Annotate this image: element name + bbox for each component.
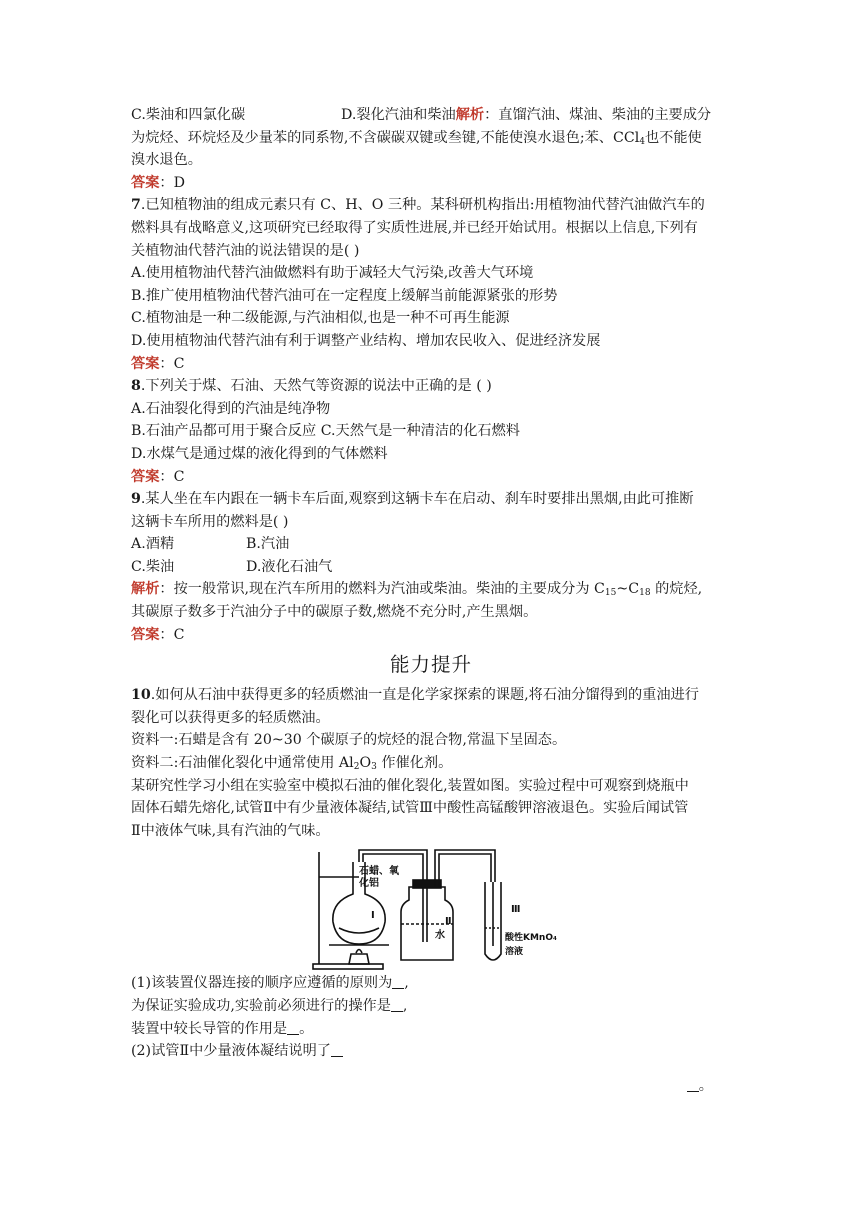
q10-sub-4-continued — [131, 1075, 731, 1098]
answer-blank-4b[interactable] — [687, 1077, 699, 1092]
q10-info-1: 资料一:石蜡是含有 20~30 个碳原子的烷烃的混合物,常温下呈固态。 — [131, 732, 567, 749]
answer-blank-3[interactable] — [287, 1020, 299, 1035]
q6-analysis-text-2-end: 也不能使 — [644, 129, 702, 146]
q9-answer-value: ：C — [159, 626, 185, 643]
q6-option-d: D.裂化汽油和柴油 — [341, 107, 456, 123]
q7-answer-label: 答案 — [131, 355, 160, 372]
q10-sub-2-end: , — [402, 998, 408, 1014]
q9-tilde-c: ~C — [616, 581, 640, 598]
q10-o-subscript: 3 — [371, 762, 377, 773]
q10-sub-1-end: , — [404, 975, 409, 992]
q9-c18-subscript: 18 — [639, 588, 651, 599]
q8-stem-text-1: .下列关于煤、石油、天然气等资源的说法中正确的是 ( ) — [140, 378, 492, 395]
label-water: 水 — [435, 930, 445, 942]
q10-sub-3 — [131, 1018, 731, 1041]
q10-number: 10 — [131, 687, 151, 704]
q7-stem-line-3: 关植物油代替汽油的说法错误的是( ) — [131, 242, 360, 259]
q10-sub-3-end: 。 — [299, 1020, 314, 1037]
q10-sub-4 — [131, 1040, 731, 1063]
q9-option-b: B.汽油 — [246, 536, 290, 553]
flask-contents — [339, 928, 379, 933]
q8-option-a: A.石油裂化得到的汽油是纯净物 — [131, 400, 331, 417]
q6-options-line — [131, 104, 731, 127]
label-wax-2: 化铝 — [359, 878, 379, 890]
q6-answer-value: ：D — [159, 174, 185, 191]
q10-stem-line-1 — [131, 684, 731, 707]
flame — [356, 950, 362, 954]
q6-analysis-line-2 — [131, 127, 731, 150]
q10-info-2 — [131, 752, 731, 775]
q6-ccl4-subscript: 4 — [639, 136, 645, 147]
answer-blank-2[interactable] — [391, 997, 403, 1012]
q10-info-2-o: O — [359, 755, 372, 772]
q9-number: 9 — [131, 491, 141, 508]
q9-stem-line-1 — [131, 488, 731, 511]
q9-analysis-line-1 — [131, 578, 731, 601]
q8-answer-label: 答案 — [131, 468, 160, 485]
q10-sub-2 — [131, 995, 731, 1018]
alcohol-lamp — [349, 954, 369, 964]
q8-stem-line-1 — [131, 375, 731, 398]
q6-analysis-text: ：直馏汽油、煤油、柴油的主要成分 — [484, 107, 712, 123]
q9-option-c: C.柴油 — [131, 558, 175, 575]
q9-analysis-text-1: ：按一般常识,现在汽车所用的燃料为汽油或柴油。柴油的主要成分为 C — [159, 581, 605, 598]
q9-answer — [131, 624, 731, 647]
q10-para-1: 某研究性学习小组在实验室中模拟石油的催化裂化,装置如图。实验过程中可观察到烧瓶中 — [131, 777, 689, 794]
q7-option-d: D.使用植物油代替汽油有利于调整产业结构、增加农民收入、促进经济发展 — [131, 332, 601, 349]
stand-base — [313, 964, 383, 969]
q9-stem-text-1: .某人坐在车内跟在一辆卡车后面,观察到这辆卡车在启动、刹车时要排出黑烟,由此可推断 — [140, 491, 694, 508]
connecting-tube-2 — [435, 850, 495, 887]
q9-analysis-label: 解析 — [131, 581, 160, 598]
q10-info-2-end: 作催化剂。 — [376, 755, 453, 772]
q10-info-2-text: 资料二:石油催化裂化中通常使用 Al — [131, 755, 354, 772]
q9-option-d: D.液化石油气 — [246, 558, 333, 575]
q7-option-b: B.推广使用植物油代替汽油可在一定程度上缓解当前能源紧张的形势 — [131, 287, 558, 304]
q6-analysis-label: 解析 — [455, 107, 485, 123]
q7-stem-line-1 — [131, 194, 731, 217]
q6-analysis-text-2: 为烷烃、环烷烃及少量苯的同系物,不含碳碳双键或叁键,不能使溴水退色;苯、CCl — [131, 129, 640, 146]
label-kmno4: 酸性KMnO₄ — [505, 933, 557, 944]
answer-blank-4[interactable] — [331, 1042, 343, 1057]
q10-para-3: Ⅱ中液体气味,具有汽油的气味。 — [131, 822, 330, 839]
q10-sub-4-end: 。 — [698, 1077, 713, 1094]
q7-answer — [131, 353, 731, 376]
bottle-stopper — [413, 880, 441, 888]
label-III: Ⅲ — [511, 904, 521, 916]
q8-option-d: D.水煤气是通过煤的液化得到的气体燃料 — [131, 445, 388, 462]
q7-stem-text-1: .已知植物油的组成元素只有 C、H、O 三种。某科研机构指出:用植物油代替汽油做汽车的 — [140, 197, 705, 214]
q6-answer — [131, 172, 731, 195]
q10-sub-4-text: (2)试管Ⅱ中少量液体凝结说明了 — [131, 1043, 331, 1060]
q9-option-a: A.酒精 — [131, 536, 175, 553]
q10-para-2: 固体石蜡先熔化,试管Ⅱ中有少量液体凝结,试管Ⅲ中酸性高锰酸钾溶液退色。实验后闻试管 — [131, 800, 689, 817]
q9-c15-subscript: 15 — [604, 588, 617, 599]
q9-stem-line-2: 这辆卡车所用的燃料是( ) — [131, 513, 289, 530]
q10-stem-text-1: .如何从石油中获得更多的轻质燃油一直是化学家探索的课题,将石油分馏得到的重油进行 — [150, 687, 699, 704]
q10-sub-2-text: 为保证实验成功,实验前必须进行的操作是 — [131, 998, 391, 1014]
spacer — [131, 1063, 731, 1075]
q10-stem-line-2: 裂化可以获得更多的轻质燃油。 — [131, 709, 330, 726]
q10-sub-3-text: 装置中较长导管的作用是 — [131, 1020, 288, 1037]
q9-analysis-line-2: 其碳原子数多于汽油分子中的碳原子数,燃烧不充分时,产生黑烟。 — [131, 604, 538, 621]
q6-answer-label: 答案 — [131, 174, 160, 191]
q9-answer-label: 答案 — [131, 626, 160, 643]
q6-analysis-line-3: 溴水退色。 — [131, 152, 202, 169]
q10-al-subscript: 2 — [353, 762, 360, 773]
q7-option-a: A.使用植物油代替汽油做燃料有助于减轻大气污染,改善大气环境 — [131, 265, 534, 282]
section-title: 能力提升 — [389, 653, 472, 677]
label-wax: 石蜡、氧 — [359, 866, 399, 878]
document-page — [131, 104, 731, 1097]
q9-analysis-text-1-end: 的烷烃, — [650, 581, 703, 598]
q8-number: 8 — [131, 378, 141, 395]
q8-answer-value: ：C — [159, 468, 185, 485]
q7-answer-value: ：C — [159, 355, 185, 372]
q7-stem-line-2: 燃料具有战略意义,这项研究已经取得了实质性进展,并已经开始试用。根据以上信息,下列有 — [131, 219, 698, 236]
label-I: Ⅰ — [371, 910, 375, 922]
q7-number: 7 — [131, 197, 141, 214]
q6-option-c: C.柴油和四氯化碳 — [131, 107, 246, 123]
label-II: Ⅱ — [445, 916, 452, 928]
q7-option-c: C.植物油是一种二级能源,与汽油相似,也是一种不可再生能源 — [131, 310, 510, 327]
label-solution: 溶液 — [505, 947, 524, 958]
q8-option-bc: B.石油产品都可用于聚合反应 C.天然气是一种清洁的化石燃料 — [131, 423, 520, 440]
q10-sub-1 — [131, 972, 731, 995]
answer-blank-1[interactable] — [392, 974, 404, 989]
q9-options-ab — [131, 533, 731, 556]
q8-answer — [131, 466, 731, 489]
apparatus-diagram — [309, 842, 559, 972]
q10-sub-1-text: (1)该装置仪器连接的顺序应遵循的原则为 — [131, 975, 393, 992]
connecting-tube-2-inner — [439, 854, 491, 887]
apparatus-figure — [0, 842, 860, 972]
q9-options-cd — [131, 556, 731, 579]
